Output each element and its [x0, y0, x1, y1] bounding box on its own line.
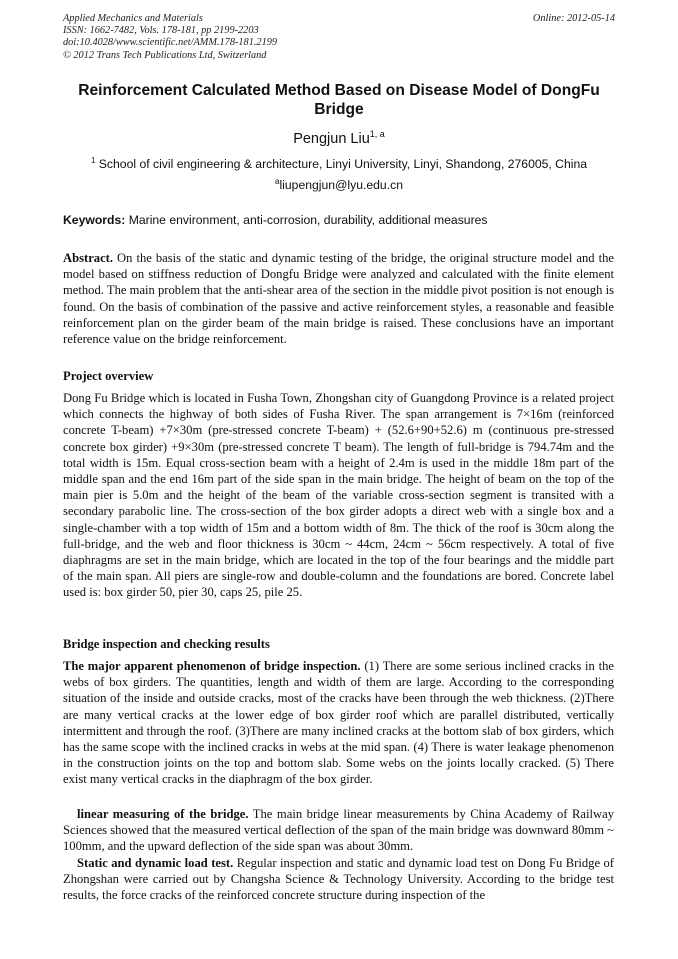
major-phenomenon-label: The major apparent phenomenon of bridge inspection.: [63, 659, 361, 673]
linear-measuring-label: linear measuring of the bridge.: [77, 807, 249, 821]
journal-header: [63, 13, 615, 62]
linear-measuring-text: The main bridge linear measurements by China Academy of Railway Sciences showed that the measured vertical deflection of the span of the main bridge was downward 80mm ~ 100mm, and the upward deflection of the side span was about 30mm.: [63, 807, 614, 854]
email-superscript: a: [275, 177, 280, 186]
section-heading-project-overview: Project overview: [63, 369, 154, 383]
author-superscript: 1, a: [369, 129, 385, 139]
issn-line: ISSN: 1662-7482, Vols. 178-181, pp 2199-2203: [63, 25, 259, 37]
copyright-line: © 2012 Trans Tech Publications Ltd, Switzerland: [63, 49, 267, 61]
paper-title: [60, 81, 618, 119]
load-test-label: Static and dynamic load test.: [77, 856, 234, 870]
affiliation-text: School of civil engineering & architecture, Linyi University, Linyi, Shandong, 276005, China: [98, 157, 588, 171]
email-text: liupengjun@lyu.edu.cn: [279, 178, 403, 192]
author-name: Pengjun Liu: [293, 131, 370, 147]
abstract-text: On the basis of the static and dynamic testing of the bridge, the original structure model and the model based on stiffness reduction of Dongfu Bridge were analyzed and calculated with the finite element method. The main problem that the anti-shear area of the section in the middle pivot position is not enough is found. On the basis of combination of the passive and active reinforcement styles, a reasonable and feasible reinforcement plan on the girder beam of the main bridge is raised. These conclusions have an important reference value on the bridge reinforcement.: [63, 251, 614, 347]
major-phenomenon-paragraph: [63, 658, 614, 788]
title-line-2: Bridge: [314, 101, 364, 118]
journal-name: Applied Mechanics and Materials: [63, 13, 203, 24]
doi-line: doi:10.4028/www.scientific.net/AMM.178-181.2199: [63, 37, 278, 49]
keywords-text: Marine environment, anti-corrosion, durability, additional measures: [128, 213, 488, 227]
title-line-1: Reinforcement Calculated Method Based on Disease Model of DongFu: [78, 82, 600, 99]
affiliation-superscript: 1: [90, 156, 96, 165]
affiliation: [60, 157, 618, 172]
abstract-label: Abstract.: [63, 251, 114, 265]
author-email: [60, 178, 618, 193]
online-date: Online: 2012-05-14: [532, 13, 615, 24]
load-test-paragraph: [63, 855, 614, 904]
abstract: [63, 250, 614, 347]
author-line: [60, 130, 618, 148]
major-phenomenon-text: (1) There are some serious inclined cracks in the webs of box girders. The quantities, length and width of them are large. According to the corresponding situation of the inside and outside cracks, most of the cracks have been through the web thickness. (2)There are many vertical cracks at the lower edge of box girder roof which are parallel distributed, vertically intermittent and through the roof. (3)There are many inclined cracks at the bottom slab of box girders, which has the same scope with the inclined cracks in webs at the mid span. (4) There is water leakage phenomenon in the construction joints on the top and bottom slab. Some webs on the joints locally cracked. (5) There exist many vertical cracks in the diaphragm of the box girder.: [63, 659, 614, 787]
keywords: [63, 213, 615, 228]
linear-measuring-paragraph: [63, 806, 614, 855]
section-heading-bridge-inspection: Bridge inspection and checking results: [63, 637, 270, 651]
project-overview-paragraph: Dong Fu Bridge which is located in Fusha Town, Zhongshan city of Guangdong Province is a related project which connects the highway of both sides of Fusha River. The span arrangement is 7×16m (reinforced concrete T-beam) +7×30m (pre-stressed concrete T-beam) + (52.6+90+52.6) m (continuous pre-stressed concrete box girder) +9×30m (pre-stressed concrete T beam). The length of full-bridge is 794.74m and the total width is 15m. Equal cross-section beam with a height of 2.4m is used in the middle 18m part of the middle span and the end 16m part of the side span in the main bridge. The height of beam on the top of the main pier is 5.0m and the height of the beam of the variable cross-section segment is transited with a secondary parabolic line. The cross-section of the box girder adopts a direct web with a single box and a single-chamber with a top width of 15m and a bottom width of 8m. The thick of the roof is 30cm along the full-bridge, and the web and floor thickness is 30cm ~ 44cm, 24cm ~ 56cm respectively. A total of five diaphragms are set in the main bridge, which are located in the top of the four bearings and the middle part of the main span. All piers are single-row and double-column and the foundations are bored. Concrete label used is: box girder 50, pier 30, caps 25, pile 25.: [63, 391, 614, 600]
keywords-label: Keywords:: [63, 213, 126, 227]
load-test-text: Regular inspection and static and dynamic load test on Dong Fu Bridge of Zhongshan were carried out by Changsha Science & Technology University. According to the bridge test results, the force cracks of the reinforced concrete structure during inspection of the: [63, 856, 614, 903]
